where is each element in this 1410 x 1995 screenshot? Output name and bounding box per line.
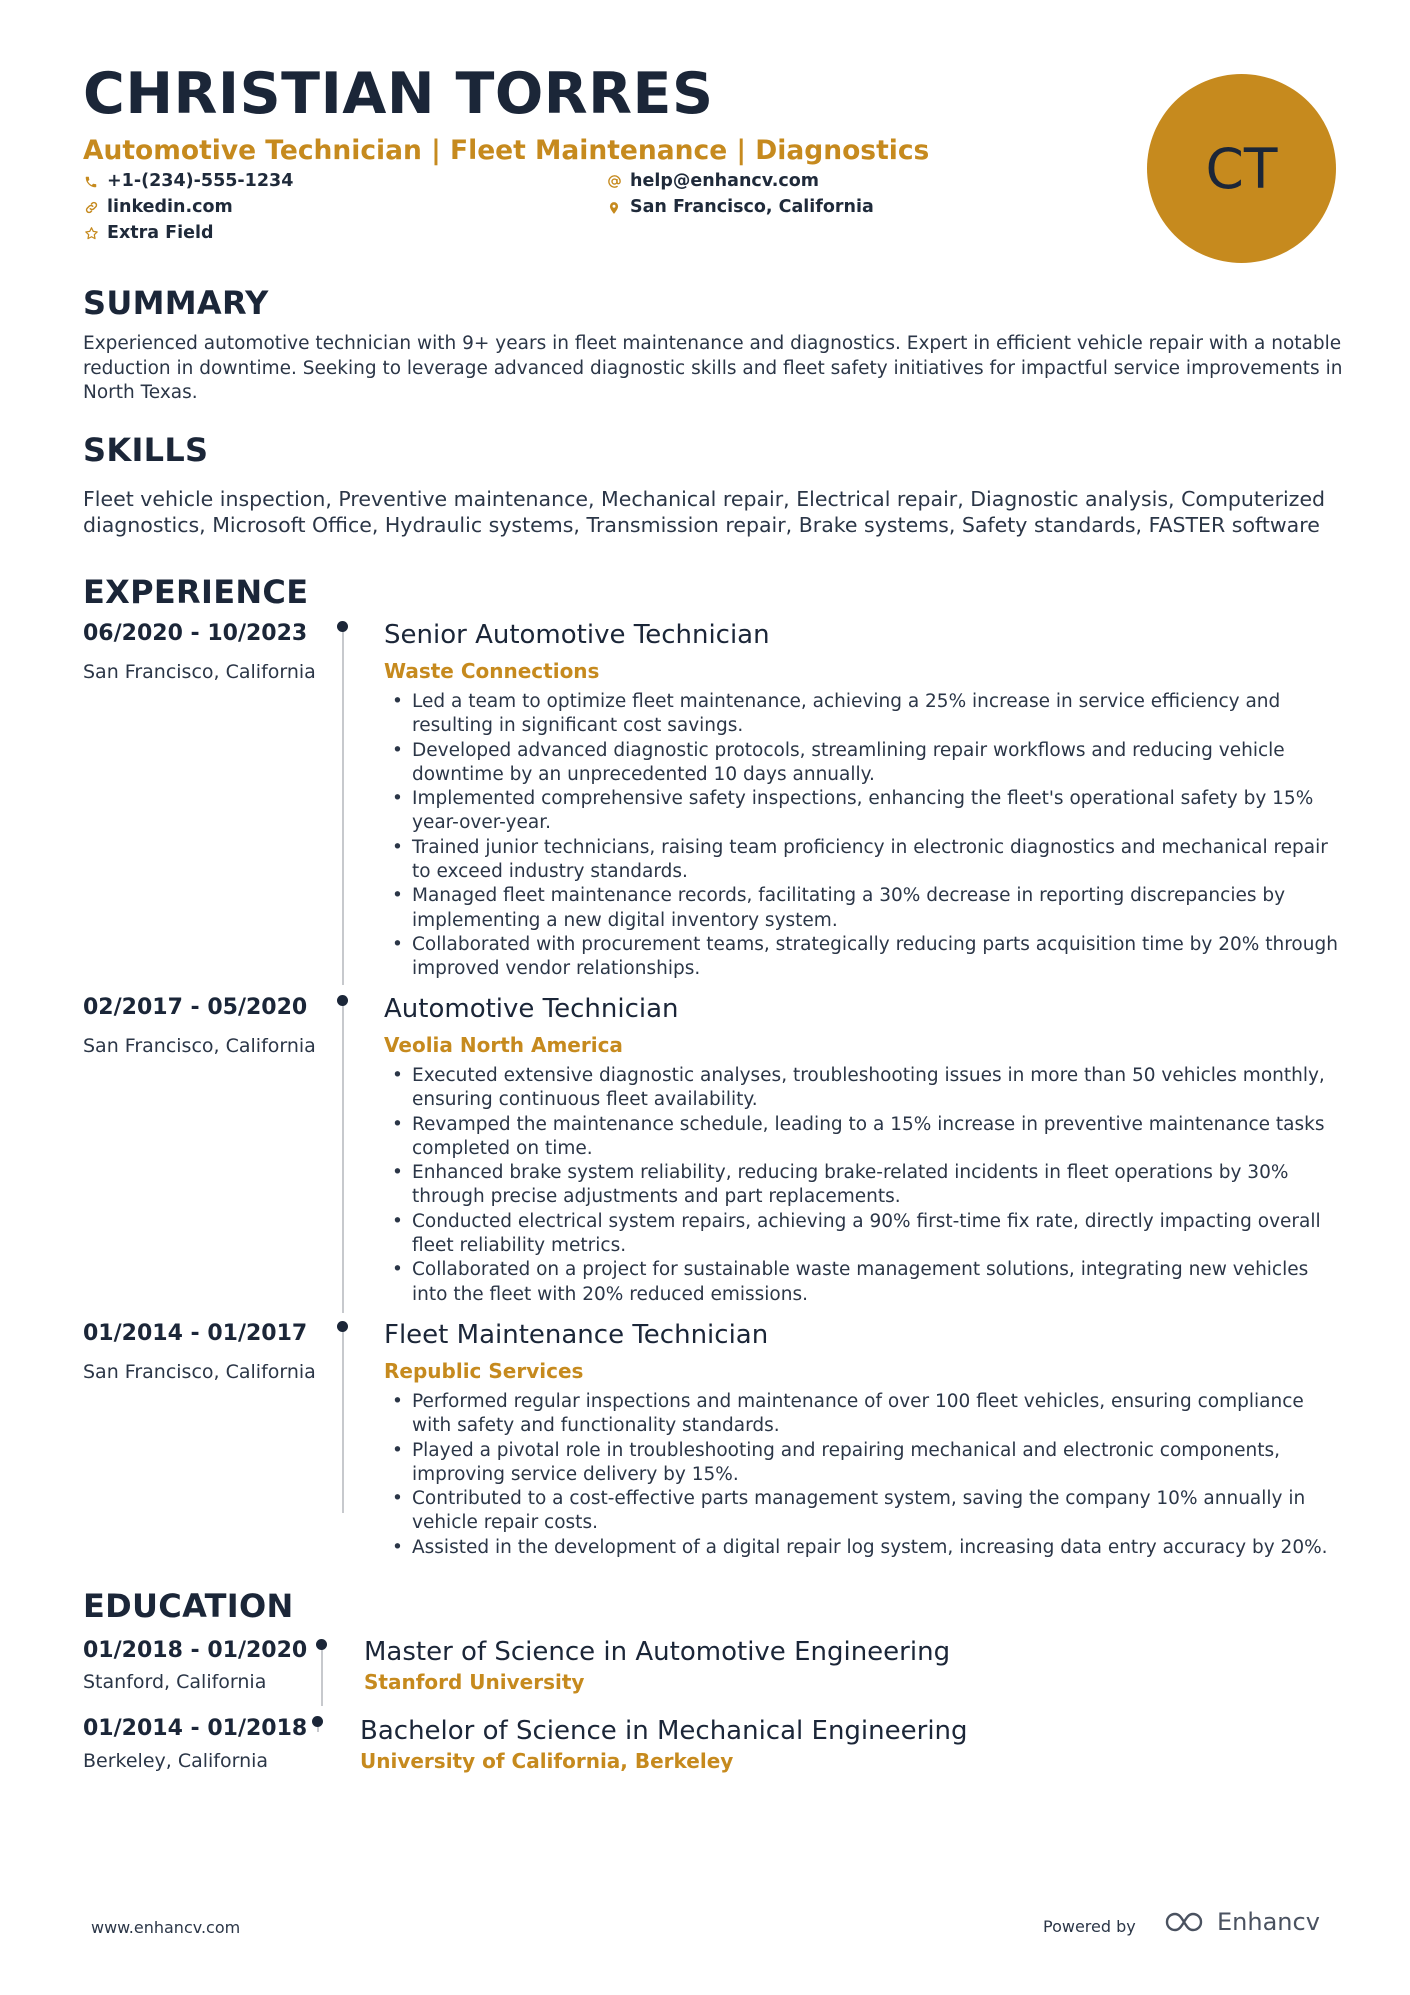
bullet-item: • Assisted in the development of a digital repair log system, increasing data entry accuracy by 20%. [384,1536,1344,1560]
job-location: San Francisco, California [83,661,316,683]
bullet-item: • Collaborated with procurement teams, strategically reducing parts acquisition time by 20% through improved vendor relationships. [384,933,1344,982]
contact-phone[interactable] [83,173,293,191]
job-company: Waste Connections [384,659,600,683]
bullet-item: • Collaborated on a project for sustainable waste management solutions, integrating new vehicles into the fleet with 20% reduced emissions. [384,1258,1344,1307]
powered-by-label: Powered by [1043,1917,1136,1936]
job-dates: 06/2020 - 10/2023 [83,621,308,646]
phone-icon [83,174,99,190]
avatar [1147,74,1336,263]
edu-location: Berkeley, California [83,1750,269,1772]
summary-text: Experienced automotive technician with 9+ years in fleet maintenance and diagnostics. Expert in efficient vehicle repair with a notable reduction in downtime. Seeking to leverage advanced diagnostic skills and fleet safety initiatives for impactful service improvements in North Texas. [83,333,1343,403]
at-icon [606,174,622,190]
job-bullets [384,690,1344,982]
bullet-item: • Revamped the maintenance schedule, leading to a 15% increase in preventive maintenance tasks completed on time. [384,1113,1344,1162]
bullet-item: • Executed extensive diagnostic analyses, troubleshooting issues in more than 50 vehicles monthly, ensuring continuous fleet availability. [384,1064,1344,1113]
edu-degree: Master of Science in Automotive Engineering [364,1637,951,1667]
bullet-item: • Contributed to a cost-effective parts management system, saving the company 10% annually in vehicle repair costs. [384,1487,1344,1536]
skills-heading: SKILLS [83,431,209,469]
contact-location [606,199,874,217]
bullet-item: • Implemented comprehensive safety inspections, enhancing the fleet's operational safety by 15% year-over-year. [384,787,1344,836]
brand-name: Enhancv [1217,1908,1320,1936]
candidate-name: CHRISTIAN TORRES [83,61,714,127]
headline: Automotive Technician | Fleet Maintenance | Diagnostics [83,135,930,166]
enhancv-logo[interactable] [1163,1908,1320,1936]
link-icon [83,200,99,216]
edu-dates: 01/2018 - 01/2020 [83,1638,308,1663]
job-location: San Francisco, California [83,1035,316,1057]
contact-linkedin[interactable] [83,199,233,217]
timeline-line [321,1646,323,1706]
email-text: help@enhancv.com [630,171,820,191]
linkedin-text: linkedin.com [107,197,233,217]
job-bullets [384,1064,1344,1307]
bullet-item: • Played a pivotal role in troubleshooting and repairing mechanical and electronic components, improving service delivery by 15%. [384,1439,1344,1488]
bullet-item: • Enhanced brake system reliability, reducing brake-related incidents in fleet operations by 30% through precise adjustments and part replacements. [384,1161,1344,1210]
contact-email[interactable] [606,173,819,191]
job-location: San Francisco, California [83,1361,316,1383]
skills-text: Fleet vehicle inspection, Preventive maintenance, Mechanical repair, Electrical repair, Diagnostic analysis, Computerized diagnostics, Microsoft Office, Hydraulic systems, Transmission repair, Brake systems, Safety standards, FASTER software [83,487,1326,537]
bullet-item: • Developed advanced diagnostic protocols, streamlining repair workflows and reducing vehicle downtime by an unprecedented 10 days annually. [384,739,1344,788]
job-role: Automotive Technician [384,994,679,1024]
experience-heading: EXPERIENCE [83,573,309,611]
summary-heading: SUMMARY [83,284,269,322]
timeline-dot [337,621,348,632]
job-dates: 02/2017 - 05/2020 [83,995,308,1020]
enhancv-logo-icon [1163,1910,1209,1934]
timeline-line [342,627,344,985]
bullet-item: • Led a team to optimize fleet maintenance, achieving a 25% increase in service efficiency and resulting in significant cost savings. [384,690,1344,739]
timeline-dot [337,1321,348,1332]
phone-text: +1-(234)-555-1234 [107,171,294,191]
timeline-dot [312,1716,323,1727]
job-role: Fleet Maintenance Technician [384,1320,769,1350]
timeline-dot [316,1639,327,1650]
job-company: Veolia North America [384,1033,623,1057]
edu-degree: Bachelor of Science in Mechanical Engineering [360,1716,968,1746]
location-text: San Francisco, California [630,197,874,217]
job-dates: 01/2014 - 01/2017 [83,1321,308,1346]
edu-school: University of California, Berkeley [360,1749,734,1773]
bullet-item: • Conducted electrical system repairs, achieving a 90% first-time fix rate, directly impacting overall fleet reliability metrics. [384,1210,1344,1259]
location-pin-icon [606,200,622,216]
edu-location: Stanford, California [83,1671,267,1693]
bullet-item: • Managed fleet maintenance records, facilitating a 30% decrease in reporting discrepancies by implementing a new digital inventory system. [384,884,1344,933]
education-heading: EDUCATION [83,1587,294,1625]
job-role: Senior Automotive Technician [384,620,770,650]
timeline-line [342,1001,344,1313]
job-bullets [384,1390,1344,1560]
timeline-dot [337,995,348,1006]
bullet-item: • Trained junior technicians, raising team proficiency in electronic diagnostics and mechanical repair to exceed industry standards. [384,836,1344,885]
job-company: Republic Services [384,1359,584,1383]
star-icon [83,226,99,242]
bullet-item: • Performed regular inspections and maintenance of over 100 fleet vehicles, ensuring compliance with safety and functionality standards. [384,1390,1344,1439]
footer-url[interactable]: www.enhancv.com [91,1918,241,1937]
avatar-initials: CT [1205,136,1278,201]
timeline-line [342,1327,344,1513]
edu-dates: 01/2014 - 01/2018 [83,1716,308,1741]
extra-field-text: Extra Field [107,223,214,243]
contact-extra [83,225,214,243]
edu-school: Stanford University [364,1670,585,1694]
